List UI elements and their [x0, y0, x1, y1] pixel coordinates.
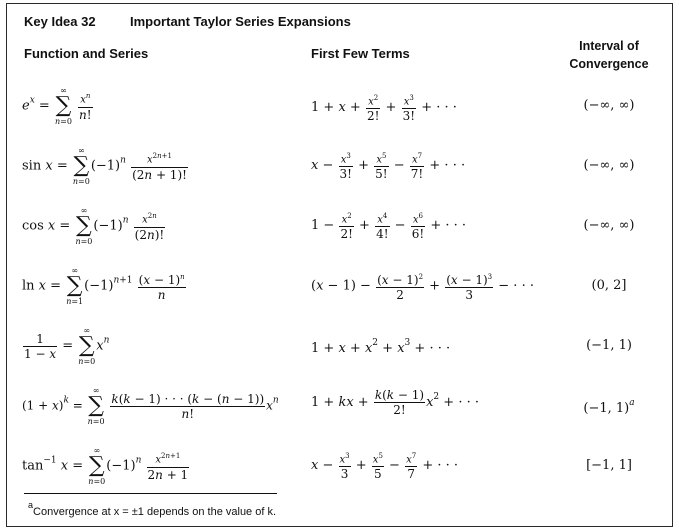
series-exp: $e^x$ = ∞ ∑ n=0 $\frac{x^n}{n!}$ — [22, 86, 92, 126]
header-interval — [556, 37, 662, 73]
header-interval-line1: Interval of — [579, 39, 639, 53]
footnote — [28, 500, 276, 518]
terms-exp: 1 + x + $\frac{x^2}{2!}$ + $\frac{x^3}{3!}$ + · · · — [311, 94, 457, 124]
terms-geometric: $1 + x + x^2 + x^3$ + · · · — [311, 338, 451, 356]
terms-arctan: x − $\frac{x^3}{3}$ + $\frac{x^5}{5}$ − $\frac{x^7}{7}$ + · · · — [311, 452, 459, 482]
terms-binomial: 1 + kx + $\frac{k(k - 1)}{2!}$ $x^2$ + · · · — [311, 388, 479, 417]
terms-sin: x − $\frac{x^3}{3!}$ + $\frac{x^5}{5!}$ − $\frac{x^7}{7!}$ + · · · — [311, 152, 466, 182]
series-sin: sin x = ∞ ∑ n=0 $(-1)^n$ $\frac{x^{2n+1}}{(2n + 1)!}$ — [22, 146, 187, 186]
interval-arctan: [−1, 1] — [586, 458, 632, 473]
interval-ln: (0, 2] — [591, 278, 627, 293]
terms-cos: 1 − $\frac{x^2}{2!}$ + $\frac{x^4}{4!}$ − $\frac{x^6}{6!}$ + · · · — [311, 212, 467, 242]
terms-ln: (x − 1) − $\frac{(x - 1)^2}{2}$ + $\frac{(x - 1)^3}{3}$ − · · · — [311, 273, 534, 302]
interval-binomial-value: (−1, 1) — [583, 401, 630, 416]
footnote-rule — [24, 493, 277, 494]
interval-geometric: (−1, 1) — [586, 338, 632, 353]
interval-cos: (−∞, ∞) — [583, 218, 635, 233]
interval-exp: (−∞, ∞) — [583, 98, 635, 113]
header-first-terms: First Few Terms — [311, 46, 410, 61]
footnote-text: Convergence at x = ±1 depends on the value of k. — [33, 506, 277, 518]
series-ln: ln x = ∞ ∑ n=1 $(-1)^{n+1}$ $\frac{(x - 1)^n}{n}$ — [22, 266, 185, 306]
header-interval-line2: Convergence — [569, 57, 649, 71]
key-idea-title: Important Taylor Series Expansions — [130, 14, 351, 29]
series-cos: cos x = ∞ ∑ n=0 $(-1)^n$ $\frac{x^{2n}}{(2n)!}$ — [22, 206, 165, 246]
series-binomial: $(1 + x)^k$ = ∞ ∑ n=0 $\frac{k(k - 1) \cdot \cdot \cdot (k - (n - 1))}{n!}$ $x^n$ — [22, 386, 279, 426]
interval-binomial — [556, 398, 662, 416]
footnote-mark: a — [28, 500, 34, 510]
interval-sin: (−∞, ∞) — [583, 158, 635, 173]
series-geometric: $\frac{1}{1 - x}$ = ∞ ∑ n=0 $x^n$ — [24, 326, 110, 366]
footnote-marker: a — [629, 398, 635, 408]
header-function-series: Function and Series — [24, 46, 149, 61]
series-arctan: $\tan^{-1} x$ = ∞ ∑ n=0 $(-1)^n$ $\frac{x^{2n+1}}{2n + 1}$ — [22, 446, 189, 486]
key-idea-number: Key Idea 32 — [24, 14, 96, 29]
